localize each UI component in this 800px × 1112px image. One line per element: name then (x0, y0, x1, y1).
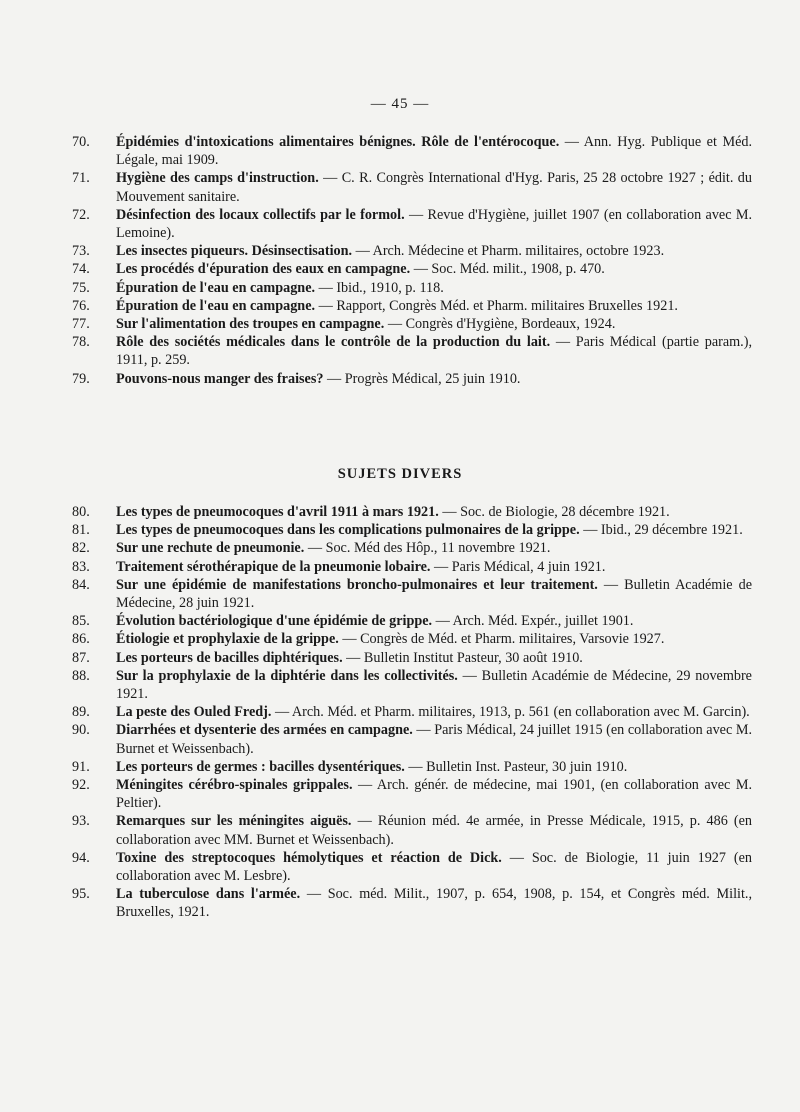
entry-number: 77. (72, 316, 90, 333)
entry-number: 95. (72, 886, 90, 903)
entry-title: Traitement sérothérapique de la pneumonie lobaire. (116, 558, 431, 575)
publication-entry (72, 776, 752, 812)
entry-number: 88. (72, 667, 90, 684)
publication-entry (72, 667, 752, 703)
publication-entry (72, 297, 752, 315)
entry-number: 91. (72, 758, 90, 775)
publication-entry (72, 703, 752, 721)
entry-number: 75. (72, 279, 90, 296)
publication-entry (72, 812, 752, 848)
publication-entry (72, 885, 752, 921)
entry-title: Épuration de l'eau en campagne. (116, 297, 316, 314)
publication-entry (72, 333, 752, 369)
entry-number: 76. (72, 297, 90, 314)
entry-title: Les types de pneumocoques d'avril 1911 à mars 1921. (116, 504, 439, 520)
entry-title: Remarques sur les méningites aiguës. (116, 813, 352, 830)
publication-entry (72, 558, 752, 576)
entry-reference: — Progrès Médical, 25 juin 1910. (323, 370, 521, 387)
entry-reference: — Revue d'Hygiène, juillet 1907 (en collaboration avec M. Lemoine). (116, 206, 753, 242)
publication-list-various (72, 503, 752, 922)
entry-reference: — Ann. Hyg. Publique et Méd. Légale, mai 1909. (116, 134, 753, 169)
publication-entry (72, 539, 752, 557)
publication-entry (72, 576, 752, 612)
entry-title: Les types de pneumocoques dans les complications pulmonaires de la grippe. (116, 522, 580, 539)
entry-reference: — Arch. Méd. Expér., juillet 1901. (432, 613, 634, 630)
entry-reference: — Ibid., 29 décembre 1921. (579, 522, 743, 539)
entry-number: 71. (72, 170, 90, 187)
entry-reference: — Soc. Méd des Hôp., 11 novembre 1921. (304, 540, 551, 557)
entry-title: Les porteurs de germes : bacilles dysentériques. (116, 758, 405, 775)
entry-number: 84. (72, 576, 90, 593)
entry-reference: — Bulletin Institut Pasteur, 30 août 1910. (342, 649, 583, 666)
entry-reference: — C. R. Congrès International d'Hyg. Paris, 25 28 octobre 1927 ; édit. du Mouvement sanitaire. (116, 170, 752, 205)
entry-reference: — Congrès d'Hygiène, Bordeaux, 1924. (384, 316, 616, 333)
entry-title: Sur la prophylaxie de la diphtérie dans les collectivités. (116, 667, 458, 684)
entry-title: La peste des Ouled Fredj. (116, 704, 272, 721)
entry-reference: — Soc. méd. Milit., 1907, p. 654, 1908, p. 154, et Congrès méd. Milit., Bruxelles, 1921. (116, 886, 752, 921)
entry-reference: — Arch. Méd. et Pharm. militaires, 1913, p. 561 (en collaboration avec M. Garcin). (271, 704, 750, 721)
entry-number: 80. (72, 504, 90, 520)
entry-reference: — Soc. Méd. milit., 1908, p. 470. (410, 261, 605, 278)
publication-entry (72, 612, 752, 630)
publication-entry (72, 503, 752, 521)
page-number: — 45 — (370, 96, 430, 112)
entry-reference: — Bulletin Académie de Médecine, 29 novembre 1921. (116, 667, 752, 703)
entry-title: Pouvons-nous manger des fraises? (116, 370, 324, 387)
publication-entry (72, 849, 752, 885)
entry-reference: — Réunion méd. 4e armée, in Presse Médicale, 1915, p. 486 (en collaboration avec MM. Burnet et Weissenbach). (116, 813, 752, 848)
entry-reference: — Ibid., 1910, p. 118. (315, 279, 444, 296)
entry-number: 87. (72, 649, 90, 666)
entry-title: Les porteurs de bacilles diphtériques. (116, 649, 343, 666)
entry-reference: — Bulletin Académie de Médecine, 28 juin 1921. (116, 576, 752, 612)
entry-title: Les procédés d'épuration des eaux en campagne. (116, 261, 411, 278)
publication-entry (72, 721, 752, 757)
entry-number: 89. (72, 704, 90, 721)
entry-title: Méningites cérébro-spinales grippales. (116, 777, 353, 794)
entry-number: 79. (72, 370, 90, 387)
publication-entry (72, 649, 752, 667)
entry-reference: — Arch. Médecine et Pharm. militaires, octobre 1923. (352, 243, 665, 260)
publication-entry (72, 133, 752, 169)
entry-reference: — Congrès de Méd. et Pharm. militaires, Varsovie 1927. (338, 631, 665, 648)
publication-entry (72, 169, 752, 205)
entry-number: 85. (72, 613, 90, 630)
entry-number: 86. (72, 631, 90, 648)
publication-entry (72, 370, 752, 388)
entry-number: 90. (72, 722, 90, 739)
entry-title: La tuberculose dans l'armée. (116, 886, 301, 903)
publication-entry (72, 206, 752, 242)
entry-title: Sur une rechute de pneumonie. (116, 540, 305, 557)
entry-number: 73. (72, 243, 90, 260)
entry-reference: — Soc. de Biologie, 28 décembre 1921. (438, 504, 670, 520)
section-heading: SUJETS DIVERS (337, 466, 463, 482)
publication-entry (72, 630, 752, 648)
entry-title: Rôle des sociétés médicales dans le contrôle de la production du lait. (116, 334, 551, 351)
entry-title: Épuration de l'eau en campagne. (116, 279, 316, 296)
publication-entry (72, 315, 752, 333)
entry-title: Les insectes piqueurs. Désinsectisation. (116, 243, 353, 260)
entry-number: 72. (72, 206, 90, 223)
entry-number: 92. (72, 777, 90, 794)
entry-number: 70. (72, 134, 90, 150)
entry-reference: — Arch. génér. de médecine, mai 1901, (en collaboration avec M. Peltier). (116, 777, 752, 812)
entry-title: Évolution bactériologique d'une épidémie de grippe. (116, 613, 433, 630)
entry-number: 82. (72, 540, 90, 557)
publication-entry (72, 260, 752, 278)
entry-number: 78. (72, 334, 90, 351)
entry-reference: — Soc. de Biologie, 11 juin 1927 (en collaboration avec M. Lesbre). (116, 849, 753, 885)
entry-title: Étiologie et prophylaxie de la grippe. (116, 631, 339, 648)
entry-title: Hygiène des camps d'instruction. (116, 170, 319, 187)
publication-entry (72, 279, 752, 297)
entry-title: Sur une épidémie de manifestations broncho-pulmonaires et leur traitement. (116, 576, 598, 593)
entry-number: 74. (72, 261, 90, 278)
entry-reference: — Rapport, Congrès Méd. et Pharm. militaires Bruxelles 1921. (315, 297, 678, 314)
publication-list-hygiene (72, 133, 752, 388)
entry-number: 94. (72, 849, 90, 866)
publication-entry (72, 242, 752, 260)
entry-number: 93. (72, 813, 90, 830)
entry-reference: — Paris Médical (partie param.), 1911, p. 259. (116, 334, 752, 369)
publication-entry (72, 521, 752, 539)
entry-number: 81. (72, 522, 90, 539)
entry-number: 83. (72, 558, 90, 575)
publication-entry (72, 758, 752, 776)
entry-title: Épidémies d'intoxications alimentaires bénignes. Rôle de l'entérocoque. (116, 134, 560, 150)
entry-title: Diarrhées et dysenterie des armées en campagne. (116, 722, 413, 739)
entry-reference: — Bulletin Inst. Pasteur, 30 juin 1910. (404, 758, 628, 775)
entry-reference: — Paris Médical, 24 juillet 1915 (en collaboration avec M. Burnet et Weissenbach). (116, 722, 752, 757)
entry-title: Sur l'alimentation des troupes en campagne. (116, 316, 385, 333)
entry-title: Désinfection des locaux collectifs par le formol. (116, 206, 405, 223)
entry-title: Toxine des streptocoques hémolytiques et réaction de Dick. (116, 849, 502, 866)
entry-reference: — Paris Médical, 4 juin 1921. (430, 558, 606, 575)
